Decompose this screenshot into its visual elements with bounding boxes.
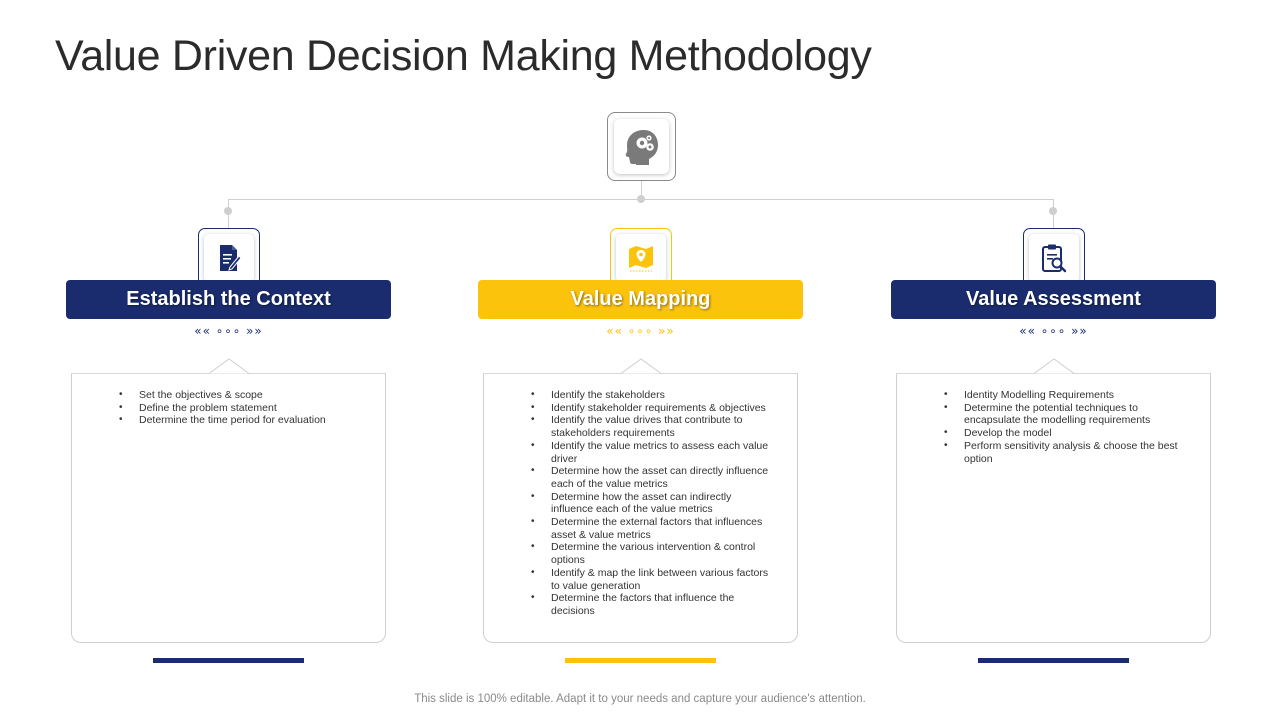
list-item: • Define the problem statement	[117, 402, 357, 415]
clipboard-search-icon	[1029, 234, 1079, 282]
column-value-assessment	[891, 0, 1216, 720]
content-box	[483, 373, 798, 643]
list-item: • Determine the various intervention & control options	[529, 541, 769, 566]
list-item: • Identify & map the link between various factors to value generation	[529, 567, 769, 592]
accent-bar	[565, 658, 716, 663]
box-notch	[209, 358, 249, 374]
list-item: • Determine how the asset can directly influence each of the value metrics	[529, 465, 769, 490]
accent-bar	[978, 658, 1129, 663]
column-icon-frame	[610, 228, 672, 284]
column-heading: Value Assessment	[891, 280, 1216, 319]
list-item: • Determine the factors that influence the decisions	[529, 592, 769, 617]
list-item: • Develop the model	[942, 427, 1182, 440]
list-item: • Determine the potential techniques to encapsulate the modelling requirements	[942, 402, 1182, 427]
list-item: • Determine how the asset can indirectly influence each of the value metrics	[529, 491, 769, 516]
column-heading: Value Mapping	[478, 280, 803, 319]
page-title: Value Driven Decision Making Methodology	[55, 32, 872, 80]
column-heading: Establish the Context	[66, 280, 391, 319]
list-item: • Identify stakeholder requirements & objectives	[529, 402, 769, 415]
list-item: • Identity Modelling Requirements	[942, 389, 1182, 402]
column-value-mapping	[478, 0, 803, 720]
document-edit-icon	[204, 234, 254, 282]
content-box	[896, 373, 1211, 643]
list-item: • Determine the external factors that influences asset & value metrics	[529, 516, 769, 541]
list-item: • Identify the stakeholders	[529, 389, 769, 402]
footer-note: This slide is 100% editable. Adapt it to your needs and capture your audience's attention.	[414, 693, 866, 705]
content-box	[71, 373, 386, 643]
column-icon-frame	[1023, 228, 1085, 284]
bullet-list	[529, 389, 769, 618]
chevron-divider: «« ∘∘∘ »»	[1019, 324, 1088, 338]
list-item: • Determine the time period for evaluation	[117, 414, 357, 427]
list-item: • Identify the value metrics to assess each value driver	[529, 440, 769, 465]
list-item: • Perform sensitivity analysis & choose the best option	[942, 440, 1182, 465]
chevron-divider: «« ∘∘∘ »»	[194, 324, 263, 338]
list-item: • Identify the value drives that contribute to stakeholders requirements	[529, 414, 769, 439]
box-notch	[621, 358, 661, 374]
map-pin-icon	[616, 234, 666, 282]
accent-bar	[153, 658, 304, 663]
column-icon-frame	[198, 228, 260, 284]
chevron-divider: «« ∘∘∘ »»	[606, 324, 675, 338]
bullet-list	[942, 389, 1182, 465]
bullet-list	[117, 389, 357, 427]
box-notch	[1034, 358, 1074, 374]
list-item: • Set the objectives & scope	[117, 389, 357, 402]
column-establish-context	[66, 0, 391, 720]
